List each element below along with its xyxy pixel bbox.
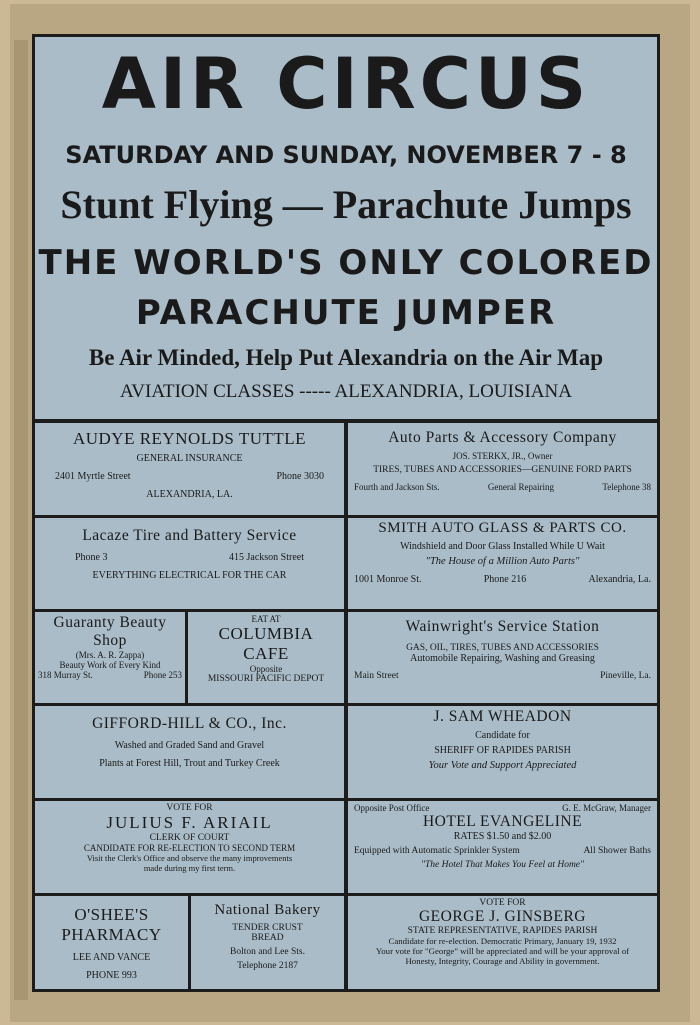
ad-name: Guaranty Beauty: [53, 614, 167, 631]
ad-line2: Plants at Forest Hill, Trout and Turkey Creek: [99, 758, 280, 769]
ad-columbia: [188, 612, 344, 703]
ad-address: Bolton and Lee Sts.: [230, 947, 305, 957]
classes-line: AVIATION CLASSES ----- ALEXANDRIA, LOUISIANA: [120, 381, 572, 402]
ad-name: HOTEL EVANGELINE: [422, 813, 583, 830]
ad-manager: G. E. McGraw, Manager: [562, 803, 651, 813]
ad-name-line2: CAFE: [243, 644, 289, 663]
ad-line: CLERK OF COURT: [149, 833, 230, 843]
ad-ariail: [35, 801, 344, 893]
ad-bakery: [191, 896, 344, 989]
ad-pre: EAT AT: [251, 614, 281, 624]
ad-name-line2: PHARMACY: [61, 925, 162, 944]
ad-line: Beauty Work of Every Kind: [59, 660, 161, 670]
ad-phone: PHONE 993: [86, 970, 137, 981]
ad-line: Opposite: [249, 664, 283, 674]
ad-line4: made during my first term.: [143, 863, 236, 873]
headline-line1: THE WORLD'S ONLY COLORED: [38, 243, 654, 283]
ad-wheadon: [348, 706, 657, 798]
ad-line: Candidate for: [475, 730, 530, 741]
ad-address: 2401 Myrtle Street: [55, 471, 131, 482]
ad-name: Lacaze Tire and Battery Service: [82, 527, 297, 544]
ad-tuttle: [35, 423, 344, 515]
poster-title: AIR CIRCUS: [101, 43, 591, 125]
stunt-line: Stunt Flying — Parachute Jumps: [60, 182, 632, 227]
ad-line: GENERAL INSURANCE: [136, 453, 243, 464]
ad-line: LEE AND VANCE: [72, 952, 151, 963]
ad-line2: CANDIDATE FOR RE-ELECTION TO SECOND TERM: [83, 843, 296, 853]
ad-gifford: [35, 706, 344, 798]
ad-guaranty: [35, 612, 185, 703]
ad-pre: VOTE FOR: [479, 898, 526, 908]
ad-address: Main Street: [354, 671, 399, 681]
ad-owner: JOS. STERKX, JR., Owner: [452, 451, 553, 461]
ad-phone: Phone 216: [483, 574, 527, 585]
ad-line: Windshield and Door Glass Installed While U Wait: [400, 541, 605, 552]
ad-equipment: Equipped with Automatic Sprinkler System: [354, 846, 520, 856]
ad-line4: Honesty, Integrity, Courage and Ability in government.: [405, 956, 600, 966]
ad-location: Opposite Post Office: [354, 803, 430, 813]
ad-line2: Automobile Repairing, Washing and Greasing: [410, 653, 595, 664]
ad-name: SMITH AUTO GLASS & PARTS CO.: [378, 520, 627, 536]
ad-name: COLUMBIA: [218, 624, 314, 643]
ad-address: 1001 Monroe St.: [354, 574, 422, 585]
ad-name: JULIUS F. ARIAIL: [106, 813, 273, 832]
ad-line: STATE REPRESENTATIVE, RAPIDES PARISH: [407, 926, 598, 936]
ad-slogan: Your Vote and Support Appreciated: [428, 760, 577, 771]
ad-phone: Phone 253: [143, 670, 182, 680]
ad-lacaze: [35, 518, 344, 609]
ad-name: AUDYE REYNOLDS TUTTLE: [72, 429, 307, 448]
ad-line3: Visit the Clerk's Office and observe the many improvements: [86, 853, 293, 863]
ad-line2: BREAD: [251, 933, 284, 943]
ad-line2: MISSOURI PACIFIC DEPOT: [207, 674, 325, 684]
ad-phone: Phone 3030: [276, 471, 324, 482]
ad-address: 318 Murray St.: [38, 670, 93, 680]
ad-address: Fourth and Jackson Sts.: [354, 482, 440, 492]
ad-smith: [348, 518, 657, 609]
ad-slogan: "The Hotel That Makes You Feel at Home": [420, 860, 585, 870]
ad-baths: All Shower Baths: [583, 846, 651, 856]
ad-name: National Bakery: [214, 902, 321, 918]
headline-line2: PARACHUTE JUMPER: [135, 293, 557, 333]
ad-line3: Your vote for "George" will be appreciated and will be your approval of: [375, 946, 630, 956]
ad-phone: Telephone 2187: [237, 961, 298, 971]
ad-autoparts: [348, 423, 657, 515]
ad-line2: SHERIFF OF RAPIDES PARISH: [434, 745, 571, 756]
ad-line: TIRES, TUBES AND ACCESSORIES—GENUINE FORD PARTS: [373, 465, 632, 475]
ad-line2: Candidate for re-election. Democratic Primary, January 19, 1932: [388, 936, 617, 946]
ad-oshee: [35, 896, 188, 989]
ad-name: Wainwright's Service Station: [405, 618, 600, 635]
poster-header: [35, 37, 657, 419]
ad-phone: Phone 3: [75, 552, 108, 563]
ad-repair: General Repairing: [487, 482, 555, 492]
torn-edge: [14, 40, 28, 1000]
ad-owner: (Mrs. A. R. Zappa): [75, 650, 145, 660]
ad-rates: RATES $1.50 and $2.00: [453, 831, 552, 842]
ad-slogan: "The House of a Million Auto Parts": [425, 556, 580, 567]
ad-hotel: [348, 801, 657, 893]
ad-address: 415 Jackson Street: [229, 552, 304, 563]
ad-name: Auto Parts & Accessory Company: [388, 429, 617, 446]
ad-ginsberg: [348, 896, 657, 989]
ad-name: GIFFORD-HILL & CO., Inc.: [92, 715, 287, 732]
ad-name: GEORGE J. GINSBERG: [418, 908, 587, 925]
slogan: Be Air Minded, Help Put Alexandria on the Air Map: [88, 345, 604, 370]
ad-line: Washed and Graded Sand and Gravel: [114, 740, 265, 751]
ad-city: Pineville, La.: [600, 671, 651, 681]
ad-line: GAS, OIL, TIRES, TUBES AND ACCESSORIES: [406, 643, 599, 653]
ad-line: TENDER CRUST: [232, 923, 303, 933]
ad-city: Alexandria, La.: [588, 574, 651, 585]
event-dates: SATURDAY AND SUNDAY, NOVEMBER 7 - 8: [65, 141, 627, 169]
ad-line: EVERYTHING ELECTRICAL FOR THE CAR: [92, 570, 287, 581]
poster: [32, 34, 660, 992]
ad-name: O'SHEE'S: [74, 905, 149, 924]
ad-pre: VOTE FOR: [166, 803, 213, 813]
ad-wainwright: [348, 612, 657, 703]
ad-name: J. SAM WHEADON: [433, 708, 572, 725]
ad-city: ALEXANDRIA, LA.: [146, 489, 233, 500]
ad-phone: Telephone 38: [602, 482, 651, 492]
ad-name-line2: Shop: [93, 632, 127, 649]
